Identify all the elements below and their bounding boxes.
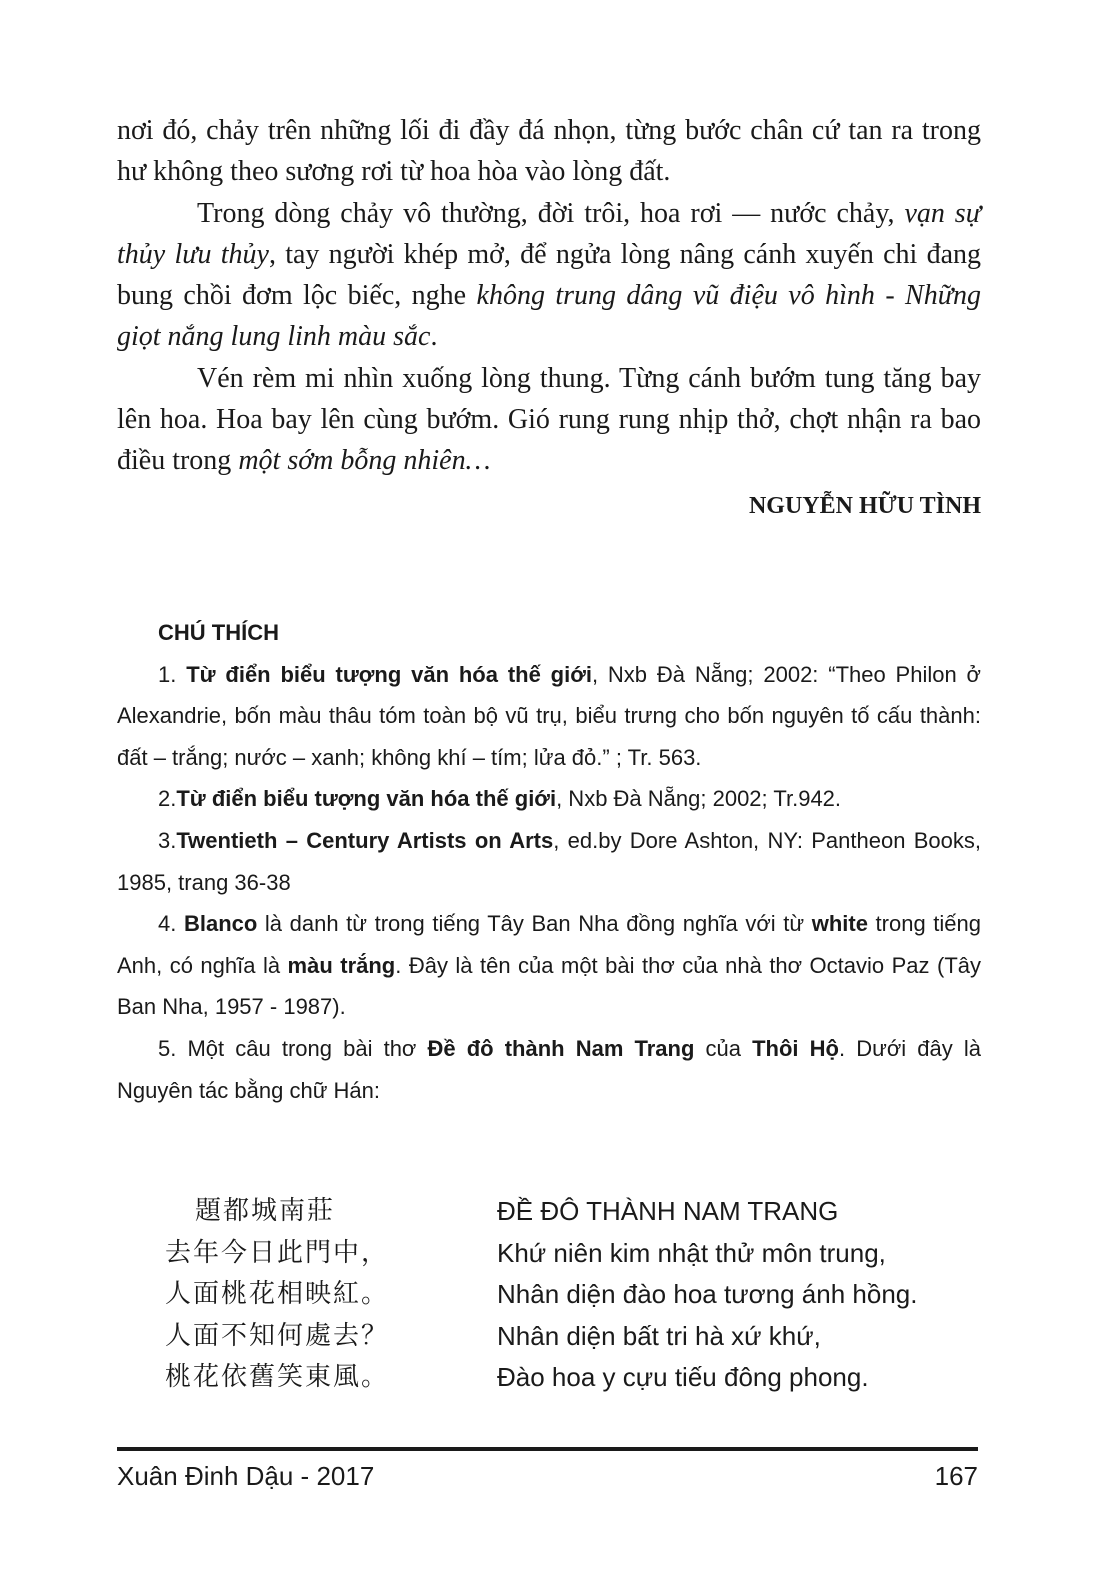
note-number: 4.: [158, 911, 184, 937]
note-text: trong tiếng Anh, có nghĩa là: [117, 911, 981, 978]
essay-italic-phrase: không trung dâng vũ điệu vô hình - Những giọt nắng lung linh màu sắc: [117, 280, 982, 353]
notes-heading: CHÚ THÍCH: [158, 620, 279, 645]
essay-text: .: [430, 321, 438, 353]
note-bold-term: white: [811, 911, 868, 937]
essay-paragraph-2: [117, 193, 981, 358]
note-bold-term: màu trắng: [287, 952, 396, 978]
essay-text: , tay người khép mở, để ngửa lòng nâng cánh xuyến chi đang bung chồi đơm lộc biếc, nghe: [117, 238, 981, 312]
note-number: 1.: [158, 661, 187, 687]
note-text: , Nxb Đà Nẵng; 2002: “Theo Philon ở Alexandrie, bốn màu thâu tóm toàn bộ vũ trụ, biểu trưng cho bốn nguyên tố cấu thành: đất – trắng; nước – xanh; không khí – tím; lửa đỏ.” ; Tr. 563.: [117, 661, 981, 770]
essay-body: [117, 110, 981, 528]
poem-han-line: 桃花依舊笑東風。: [165, 1362, 390, 1392]
essay-italic-phrase: vạn sự thủy lưu thủy: [117, 197, 981, 270]
note-number: 2.: [158, 786, 177, 812]
poem-vietnamese-transliteration: [497, 1191, 997, 1399]
note-text: 5. Một câu trong bài thơ: [158, 1035, 428, 1061]
note-3: [117, 820, 981, 903]
note-text: . Đây là tên của một bài thơ của nhà thơ Octavio Paz (Tây Ban Nha, 1957 - 1987).: [117, 952, 981, 1020]
essay-text: Trong dòng chảy vô thường, đời trôi, hoa rơi — nước chảy,: [197, 197, 905, 229]
poem-viet-line: Khứ niên kim nhật thử môn trung,: [497, 1237, 886, 1268]
author-name: NGUYỄN HỮU TÌNH: [748, 492, 981, 519]
note-number: 3.: [158, 827, 177, 853]
note-text: của: [694, 1035, 753, 1061]
poem-viet-line: Đào hoa y cựu tiếu đông phong.: [497, 1362, 869, 1392]
essay-text: Vén rèm mi nhìn xuống lòng thung. Từng cánh bướm tung tăng bay lên hoa. Hoa bay lên cùng bướm. Gió rung rung nhịp thở, chợt nhận ra bao điều trong: [117, 362, 981, 477]
note-text: . Dưới đây là Nguyên tác bằng chữ Hán:: [117, 1035, 981, 1103]
essay-paragraph-1: nơi đó, chảy trên những lối đi đầy đá nhọn, từng bước chân cứ tan ra trong hư không theo sương rơi từ hoa hòa vào lòng đất.: [117, 115, 981, 188]
note-text: là danh từ trong tiếng Tây Ban Nha đồng nghĩa với từ: [257, 911, 812, 937]
poem-viet-line: Nhân diện bất tri hà xứ khứ,: [497, 1320, 821, 1351]
note-1: [117, 654, 981, 779]
essay-paragraph-3: [117, 358, 981, 482]
poem-han-title: 題都城南莊: [195, 1196, 336, 1226]
note-bold-term: Đề đô thành Nam Trang: [427, 1035, 695, 1061]
poem-han-line: 人面桃花相映紅。: [165, 1279, 390, 1309]
note-title: Twentieth – Century Artists on Arts: [176, 827, 554, 853]
footer-publication: Xuân Đinh Dậu - 2017: [117, 1461, 375, 1491]
poem-viet-title: ĐỀ ĐÔ THÀNH NAM TRANG: [497, 1196, 839, 1226]
page-number: 167: [934, 1461, 978, 1491]
note-text: , Nxb Đà Nẵng; 2002; Tr.942.: [556, 786, 842, 812]
note-5: [117, 1028, 981, 1111]
poem-han-original: [165, 1191, 465, 1399]
note-bold-term: Thôi Hộ: [752, 1035, 839, 1061]
footer-divider: [117, 1447, 978, 1451]
note-2: [117, 778, 981, 820]
essay-italic-phrase: một sớm bỗng nhiên…: [238, 445, 491, 477]
note-title: Từ điển biểu tượng văn hóa thế giới: [176, 786, 557, 812]
note-title: Từ điển biểu tượng văn hóa thế giới: [186, 661, 592, 687]
note-text: , ed.by Dore Ashton, NY: Pantheon Books, 1985, trang 36-38: [117, 827, 981, 895]
poem-viet-line: Nhân diện đào hoa tương ánh hồng.: [497, 1279, 918, 1309]
poem-han-line: 去年今日此門中，: [165, 1237, 390, 1268]
note-bold-term: Blanco: [183, 911, 258, 937]
note-4: [117, 903, 981, 1028]
notes-section: [117, 612, 981, 1111]
poem-han-line: 人面不知何處去？: [165, 1320, 390, 1351]
